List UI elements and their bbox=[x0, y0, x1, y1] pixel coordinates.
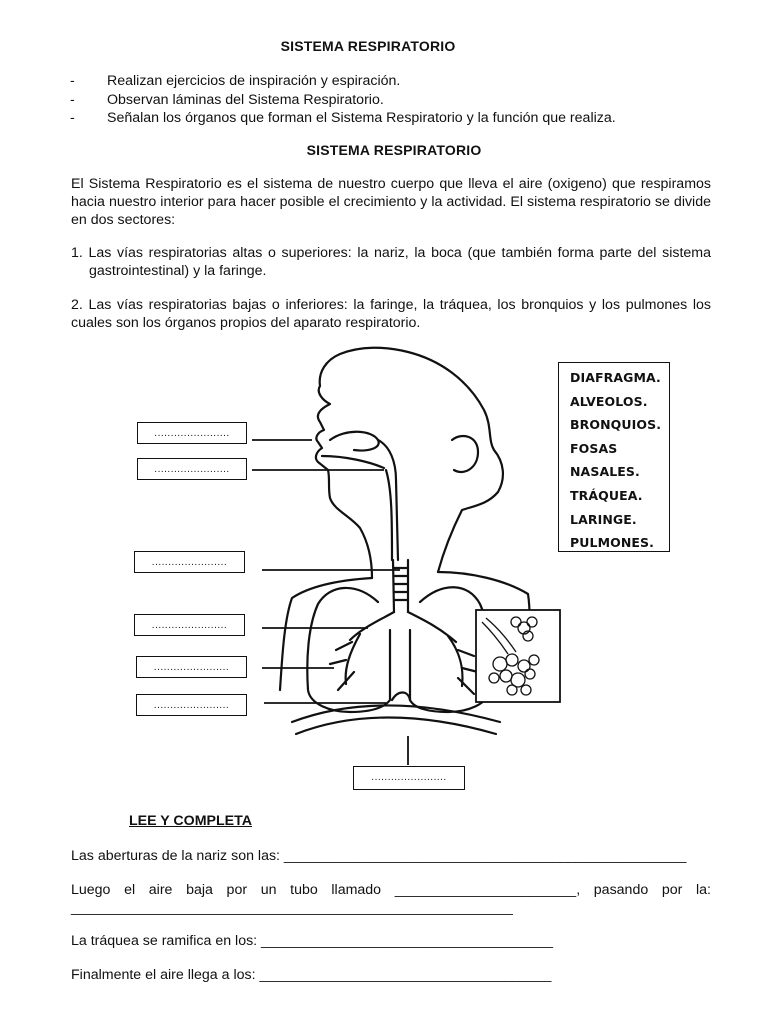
left-lung bbox=[307, 588, 390, 712]
ear-outline bbox=[452, 436, 478, 472]
question-4[interactable]: Finalmente el aire llega a los: _____________________________________ bbox=[71, 967, 552, 983]
label-blank-alveoli[interactable]: ....................... bbox=[136, 694, 247, 716]
word-bank-item: FOSAS bbox=[570, 440, 618, 456]
question-3[interactable]: La tráquea se ramifica en los: _____________________________________ bbox=[71, 933, 554, 949]
intro-paragraph: El Sistema Respiratorio es el sistema de nuestro cuerpo que lleva el aire (oxigeno) que respiramos hacia nuestro interior para hacer posible el crecimiento y la actividad. El sistema respiratorio se divide en dos sectores: bbox=[71, 176, 711, 228]
label-blank-nasal[interactable]: ....................... bbox=[137, 422, 247, 444]
list-dash: - bbox=[70, 73, 75, 89]
list-dash: - bbox=[70, 91, 75, 108]
bronchi bbox=[350, 612, 456, 642]
list-dash: - bbox=[70, 110, 75, 126]
lower-airways-paragraph: 2. Las vías respiratorias bajas o inferiores: la faringe, la tráquea, los bronquios y los pulmones los cuales son los órganos propios del aparato respiratorio. bbox=[71, 297, 711, 331]
label-blank-trachea[interactable]: ....................... bbox=[134, 551, 245, 573]
word-bank-item: PULMONES. bbox=[570, 535, 654, 551]
word-bank-item: LARINGE. bbox=[570, 511, 637, 527]
word-bank-item: BRONQUIOS. bbox=[570, 417, 662, 433]
section-title: SISTEMA RESPIRATORIO bbox=[306, 142, 482, 158]
word-bank bbox=[558, 362, 670, 552]
word-bank-item: ALVEOLOS. bbox=[570, 393, 648, 409]
nasal-cavity bbox=[330, 432, 379, 451]
list-item-text: Realizan ejercicios de inspiración y espiración. bbox=[107, 73, 401, 89]
upper-airways-paragraph: 1. Las vías respiratorias altas o superiores: la nariz, la boca (que también forma parte del sistema gastrointestinal) y la faringe. bbox=[71, 245, 711, 279]
label-blank-mouth[interactable]: ....................... bbox=[137, 458, 247, 480]
label-blank-diaphragm[interactable]: ....................... bbox=[353, 766, 465, 790]
question-2[interactable]: Luego el aire baja por un tubo llamado _______________________, pasando por la: ________________________________________________________ bbox=[71, 882, 711, 916]
pharynx bbox=[378, 440, 398, 560]
word-bank-item: NASALES. bbox=[570, 464, 640, 480]
page-title: SISTEMA RESPIRATORIO bbox=[280, 38, 456, 54]
question-1[interactable]: Las aberturas de la nariz son las: ___________________________________________________ bbox=[71, 848, 687, 864]
list-item-text: Señalan los órganos que forman el Sistema Respiratorio y la función que realiza. bbox=[107, 110, 616, 126]
label-blank-bronchi[interactable]: ....................... bbox=[134, 614, 245, 636]
word-bank-item: DIAFRAGMA. bbox=[570, 370, 661, 385]
word-bank-item: TRÁQUEA. bbox=[570, 487, 643, 503]
alveoli-inset bbox=[476, 610, 560, 702]
exercise-heading: LEE Y COMPLETA bbox=[129, 813, 252, 829]
list-item-text: Observan láminas del Sistema Respiratorio. bbox=[107, 91, 384, 108]
label-blank-lungs[interactable]: ....................... bbox=[136, 656, 247, 678]
